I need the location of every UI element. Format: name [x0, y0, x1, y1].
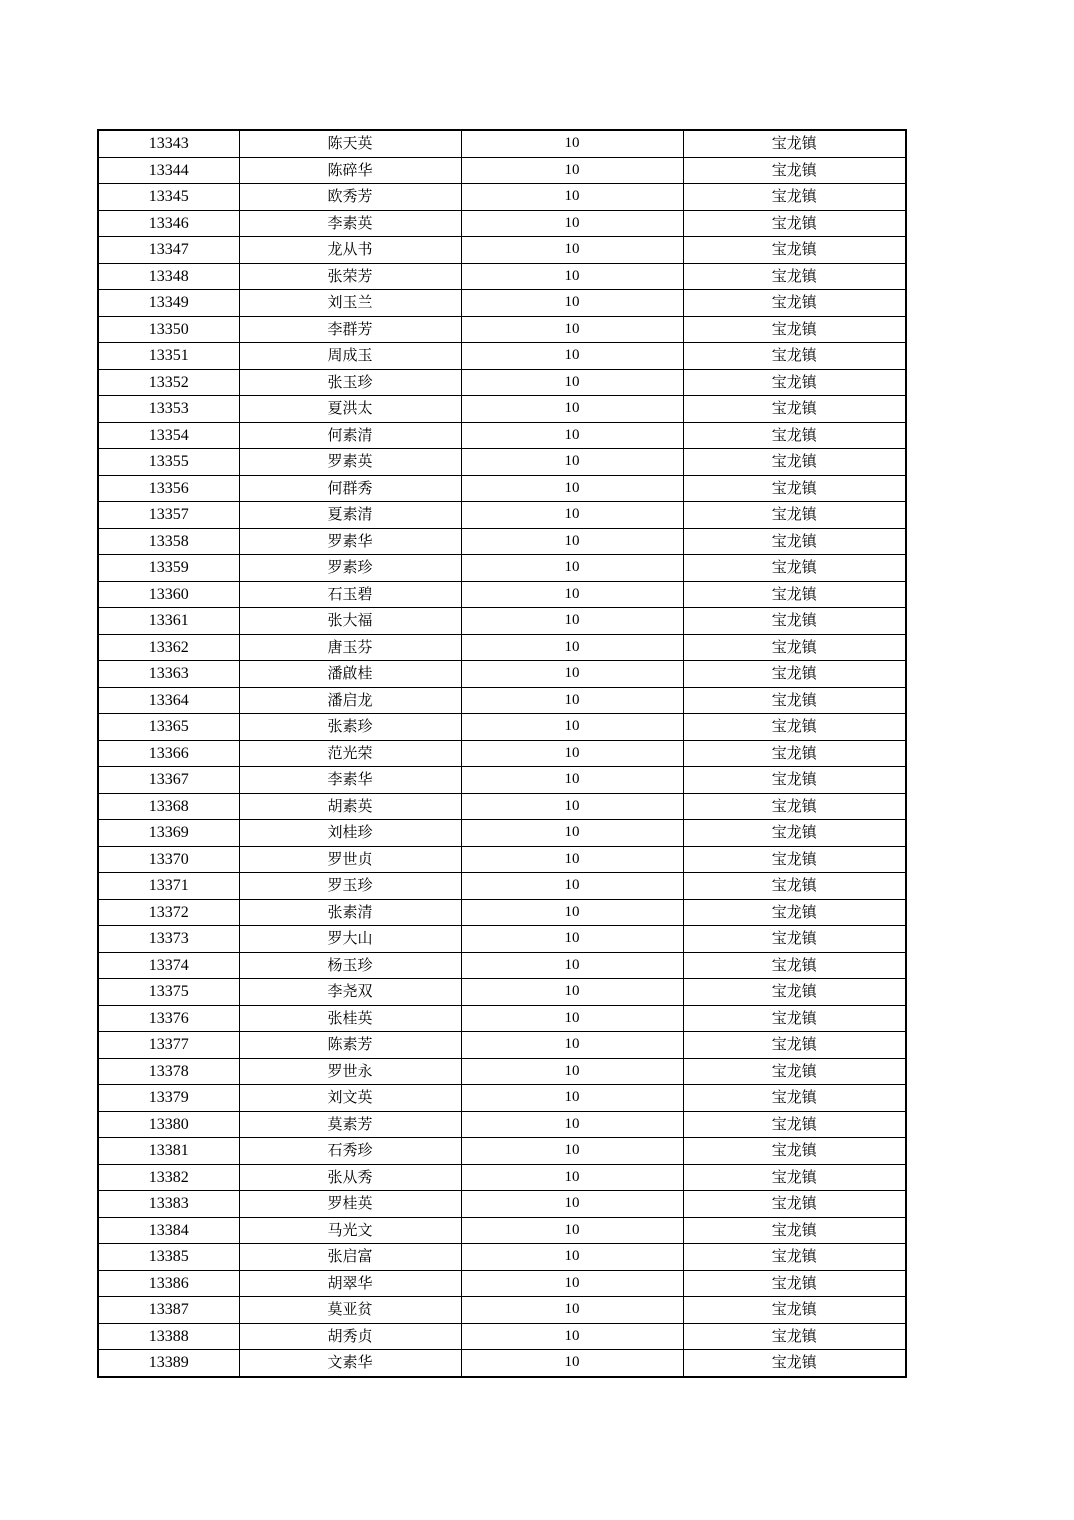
name-cell: 石玉碧	[239, 581, 461, 608]
amount-cell: 10	[461, 316, 683, 343]
serial-number-cell: 13379	[98, 1085, 239, 1112]
name-cell: 石秀珍	[239, 1138, 461, 1165]
table-row	[98, 1111, 906, 1138]
serial-number-cell: 13354	[98, 422, 239, 449]
serial-number-cell: 13363	[98, 661, 239, 688]
serial-number-cell: 13351	[98, 343, 239, 370]
table-row	[98, 422, 906, 449]
name-cell: 胡秀贞	[239, 1323, 461, 1350]
serial-number-cell: 13372	[98, 899, 239, 926]
amount-cell: 10	[461, 846, 683, 873]
town-cell: 宝龙镇	[683, 687, 906, 714]
name-cell: 胡翠华	[239, 1270, 461, 1297]
name-cell: 陈天英	[239, 130, 461, 157]
name-cell: 陈碎华	[239, 157, 461, 184]
amount-cell: 10	[461, 1164, 683, 1191]
name-cell: 罗素华	[239, 528, 461, 555]
serial-number-cell: 13373	[98, 926, 239, 953]
name-cell: 范光荣	[239, 740, 461, 767]
table-row	[98, 157, 906, 184]
table-row	[98, 767, 906, 794]
amount-cell: 10	[461, 581, 683, 608]
name-cell: 张素珍	[239, 714, 461, 741]
town-cell: 宝龙镇	[683, 1350, 906, 1377]
serial-number-cell: 13355	[98, 449, 239, 476]
town-cell: 宝龙镇	[683, 1005, 906, 1032]
name-cell: 唐玉芬	[239, 634, 461, 661]
table-row	[98, 846, 906, 873]
serial-number-cell: 13374	[98, 952, 239, 979]
town-cell: 宝龙镇	[683, 740, 906, 767]
amount-cell: 10	[461, 1085, 683, 1112]
amount-cell: 10	[461, 290, 683, 317]
serial-number-cell: 13381	[98, 1138, 239, 1165]
name-cell: 罗玉珍	[239, 873, 461, 900]
table-row	[98, 1138, 906, 1165]
town-cell: 宝龙镇	[683, 873, 906, 900]
town-cell: 宝龙镇	[683, 634, 906, 661]
amount-cell: 10	[461, 528, 683, 555]
town-cell: 宝龙镇	[683, 343, 906, 370]
serial-number-cell: 13343	[98, 130, 239, 157]
amount-cell: 10	[461, 130, 683, 157]
amount-cell: 10	[461, 1111, 683, 1138]
amount-cell: 10	[461, 1270, 683, 1297]
serial-number-cell: 13376	[98, 1005, 239, 1032]
table-row	[98, 873, 906, 900]
name-cell: 胡素英	[239, 793, 461, 820]
serial-number-cell: 13362	[98, 634, 239, 661]
town-cell: 宝龙镇	[683, 952, 906, 979]
name-cell: 罗世贞	[239, 846, 461, 873]
town-cell: 宝龙镇	[683, 661, 906, 688]
town-cell: 宝龙镇	[683, 290, 906, 317]
name-cell: 陈素芳	[239, 1032, 461, 1059]
table-row	[98, 396, 906, 423]
name-cell: 马光文	[239, 1217, 461, 1244]
serial-number-cell: 13349	[98, 290, 239, 317]
serial-number-cell: 13377	[98, 1032, 239, 1059]
serial-number-cell: 13367	[98, 767, 239, 794]
town-cell: 宝龙镇	[683, 793, 906, 820]
name-cell: 张桂英	[239, 1005, 461, 1032]
town-cell: 宝龙镇	[683, 1297, 906, 1324]
amount-cell: 10	[461, 1058, 683, 1085]
amount-cell: 10	[461, 502, 683, 529]
table-row	[98, 1085, 906, 1112]
table-row	[98, 820, 906, 847]
amount-cell: 10	[461, 952, 683, 979]
amount-cell: 10	[461, 449, 683, 476]
town-cell: 宝龙镇	[683, 316, 906, 343]
name-cell: 张大福	[239, 608, 461, 635]
name-cell: 李尧双	[239, 979, 461, 1006]
town-cell: 宝龙镇	[683, 899, 906, 926]
name-cell: 夏洪太	[239, 396, 461, 423]
table-row	[98, 502, 906, 529]
name-cell: 夏素清	[239, 502, 461, 529]
serial-number-cell: 13361	[98, 608, 239, 635]
serial-number-cell: 13365	[98, 714, 239, 741]
table-row	[98, 237, 906, 264]
table-row	[98, 1297, 906, 1324]
town-cell: 宝龙镇	[683, 263, 906, 290]
table-row	[98, 979, 906, 1006]
table-row	[98, 1191, 906, 1218]
serial-number-cell: 13387	[98, 1297, 239, 1324]
town-cell: 宝龙镇	[683, 157, 906, 184]
table-row	[98, 926, 906, 953]
town-cell: 宝龙镇	[683, 926, 906, 953]
amount-cell: 10	[461, 714, 683, 741]
table-row	[98, 343, 906, 370]
name-cell: 张玉珍	[239, 369, 461, 396]
amount-cell: 10	[461, 210, 683, 237]
table-row	[98, 899, 906, 926]
name-cell: 刘文英	[239, 1085, 461, 1112]
name-cell: 周成玉	[239, 343, 461, 370]
table-row	[98, 1058, 906, 1085]
name-cell: 潘启龙	[239, 687, 461, 714]
amount-cell: 10	[461, 237, 683, 264]
amount-cell: 10	[461, 899, 683, 926]
table-row	[98, 316, 906, 343]
serial-number-cell: 13358	[98, 528, 239, 555]
town-cell: 宝龙镇	[683, 422, 906, 449]
name-cell: 李群芳	[239, 316, 461, 343]
table-row	[98, 210, 906, 237]
name-cell: 莫亚贫	[239, 1297, 461, 1324]
amount-cell: 10	[461, 767, 683, 794]
table-row	[98, 1244, 906, 1271]
amount-cell: 10	[461, 608, 683, 635]
serial-number-cell: 13370	[98, 846, 239, 873]
serial-number-cell: 13380	[98, 1111, 239, 1138]
name-cell: 张荣芳	[239, 263, 461, 290]
town-cell: 宝龙镇	[683, 767, 906, 794]
table-row	[98, 475, 906, 502]
name-cell: 罗世永	[239, 1058, 461, 1085]
amount-cell: 10	[461, 687, 683, 714]
table-row	[98, 1005, 906, 1032]
table-row	[98, 1270, 906, 1297]
table-row	[98, 714, 906, 741]
name-cell: 李素英	[239, 210, 461, 237]
table-row	[98, 528, 906, 555]
town-cell: 宝龙镇	[683, 555, 906, 582]
town-cell: 宝龙镇	[683, 1270, 906, 1297]
town-cell: 宝龙镇	[683, 184, 906, 211]
name-cell: 罗素英	[239, 449, 461, 476]
table-row	[98, 1217, 906, 1244]
serial-number-cell: 13352	[98, 369, 239, 396]
serial-number-cell: 13371	[98, 873, 239, 900]
roster-table	[97, 129, 907, 1378]
serial-number-cell: 13382	[98, 1164, 239, 1191]
town-cell: 宝龙镇	[683, 130, 906, 157]
amount-cell: 10	[461, 1032, 683, 1059]
serial-number-cell: 13369	[98, 820, 239, 847]
town-cell: 宝龙镇	[683, 1164, 906, 1191]
amount-cell: 10	[461, 1191, 683, 1218]
town-cell: 宝龙镇	[683, 237, 906, 264]
amount-cell: 10	[461, 634, 683, 661]
amount-cell: 10	[461, 369, 683, 396]
amount-cell: 10	[461, 1217, 683, 1244]
amount-cell: 10	[461, 793, 683, 820]
town-cell: 宝龙镇	[683, 528, 906, 555]
table-row	[98, 661, 906, 688]
amount-cell: 10	[461, 184, 683, 211]
table-row	[98, 1032, 906, 1059]
table-row	[98, 793, 906, 820]
roster-table-body	[98, 130, 906, 1377]
table-row	[98, 555, 906, 582]
amount-cell: 10	[461, 979, 683, 1006]
town-cell: 宝龙镇	[683, 714, 906, 741]
name-cell: 张素清	[239, 899, 461, 926]
name-cell: 龙从书	[239, 237, 461, 264]
serial-number-cell: 13344	[98, 157, 239, 184]
table-row	[98, 130, 906, 157]
name-cell: 潘啟桂	[239, 661, 461, 688]
name-cell: 文素华	[239, 1350, 461, 1377]
serial-number-cell: 13364	[98, 687, 239, 714]
name-cell: 李素华	[239, 767, 461, 794]
serial-number-cell: 13357	[98, 502, 239, 529]
amount-cell: 10	[461, 555, 683, 582]
name-cell: 张启富	[239, 1244, 461, 1271]
amount-cell: 10	[461, 1005, 683, 1032]
name-cell: 刘桂珍	[239, 820, 461, 847]
town-cell: 宝龙镇	[683, 1217, 906, 1244]
serial-number-cell: 13378	[98, 1058, 239, 1085]
name-cell: 罗大山	[239, 926, 461, 953]
table-row	[98, 634, 906, 661]
serial-number-cell: 13386	[98, 1270, 239, 1297]
amount-cell: 10	[461, 343, 683, 370]
town-cell: 宝龙镇	[683, 475, 906, 502]
amount-cell: 10	[461, 422, 683, 449]
name-cell: 何群秀	[239, 475, 461, 502]
town-cell: 宝龙镇	[683, 820, 906, 847]
town-cell: 宝龙镇	[683, 369, 906, 396]
name-cell: 莫素芳	[239, 1111, 461, 1138]
town-cell: 宝龙镇	[683, 1138, 906, 1165]
name-cell: 罗桂英	[239, 1191, 461, 1218]
name-cell: 杨玉珍	[239, 952, 461, 979]
table-row	[98, 449, 906, 476]
amount-cell: 10	[461, 263, 683, 290]
town-cell: 宝龙镇	[683, 396, 906, 423]
amount-cell: 10	[461, 661, 683, 688]
table-row	[98, 952, 906, 979]
table-row	[98, 740, 906, 767]
town-cell: 宝龙镇	[683, 1032, 906, 1059]
serial-number-cell: 13389	[98, 1350, 239, 1377]
serial-number-cell: 13360	[98, 581, 239, 608]
name-cell: 罗素珍	[239, 555, 461, 582]
table-row	[98, 1164, 906, 1191]
amount-cell: 10	[461, 740, 683, 767]
amount-cell: 10	[461, 1244, 683, 1271]
table-row	[98, 581, 906, 608]
amount-cell: 10	[461, 157, 683, 184]
table-row	[98, 184, 906, 211]
amount-cell: 10	[461, 1297, 683, 1324]
serial-number-cell: 13388	[98, 1323, 239, 1350]
serial-number-cell: 13346	[98, 210, 239, 237]
town-cell: 宝龙镇	[683, 1191, 906, 1218]
serial-number-cell: 13359	[98, 555, 239, 582]
serial-number-cell: 13375	[98, 979, 239, 1006]
town-cell: 宝龙镇	[683, 1111, 906, 1138]
amount-cell: 10	[461, 820, 683, 847]
town-cell: 宝龙镇	[683, 608, 906, 635]
town-cell: 宝龙镇	[683, 1058, 906, 1085]
amount-cell: 10	[461, 926, 683, 953]
town-cell: 宝龙镇	[683, 581, 906, 608]
town-cell: 宝龙镇	[683, 210, 906, 237]
name-cell: 张从秀	[239, 1164, 461, 1191]
serial-number-cell: 13385	[98, 1244, 239, 1271]
table-row	[98, 1323, 906, 1350]
serial-number-cell: 13350	[98, 316, 239, 343]
table-row	[98, 290, 906, 317]
serial-number-cell: 13347	[98, 237, 239, 264]
amount-cell: 10	[461, 1350, 683, 1377]
table-row	[98, 687, 906, 714]
table-row	[98, 608, 906, 635]
serial-number-cell: 13353	[98, 396, 239, 423]
name-cell: 欧秀芳	[239, 184, 461, 211]
serial-number-cell: 13345	[98, 184, 239, 211]
town-cell: 宝龙镇	[683, 1323, 906, 1350]
serial-number-cell: 13384	[98, 1217, 239, 1244]
town-cell: 宝龙镇	[683, 979, 906, 1006]
town-cell: 宝龙镇	[683, 449, 906, 476]
serial-number-cell: 13383	[98, 1191, 239, 1218]
town-cell: 宝龙镇	[683, 502, 906, 529]
amount-cell: 10	[461, 475, 683, 502]
name-cell: 刘玉兰	[239, 290, 461, 317]
town-cell: 宝龙镇	[683, 1244, 906, 1271]
amount-cell: 10	[461, 1323, 683, 1350]
amount-cell: 10	[461, 1138, 683, 1165]
name-cell: 何素清	[239, 422, 461, 449]
town-cell: 宝龙镇	[683, 846, 906, 873]
table-row	[98, 1350, 906, 1377]
town-cell: 宝龙镇	[683, 1085, 906, 1112]
amount-cell: 10	[461, 873, 683, 900]
serial-number-cell: 13356	[98, 475, 239, 502]
amount-cell: 10	[461, 396, 683, 423]
table-row	[98, 263, 906, 290]
serial-number-cell: 13368	[98, 793, 239, 820]
serial-number-cell: 13366	[98, 740, 239, 767]
serial-number-cell: 13348	[98, 263, 239, 290]
table-row	[98, 369, 906, 396]
